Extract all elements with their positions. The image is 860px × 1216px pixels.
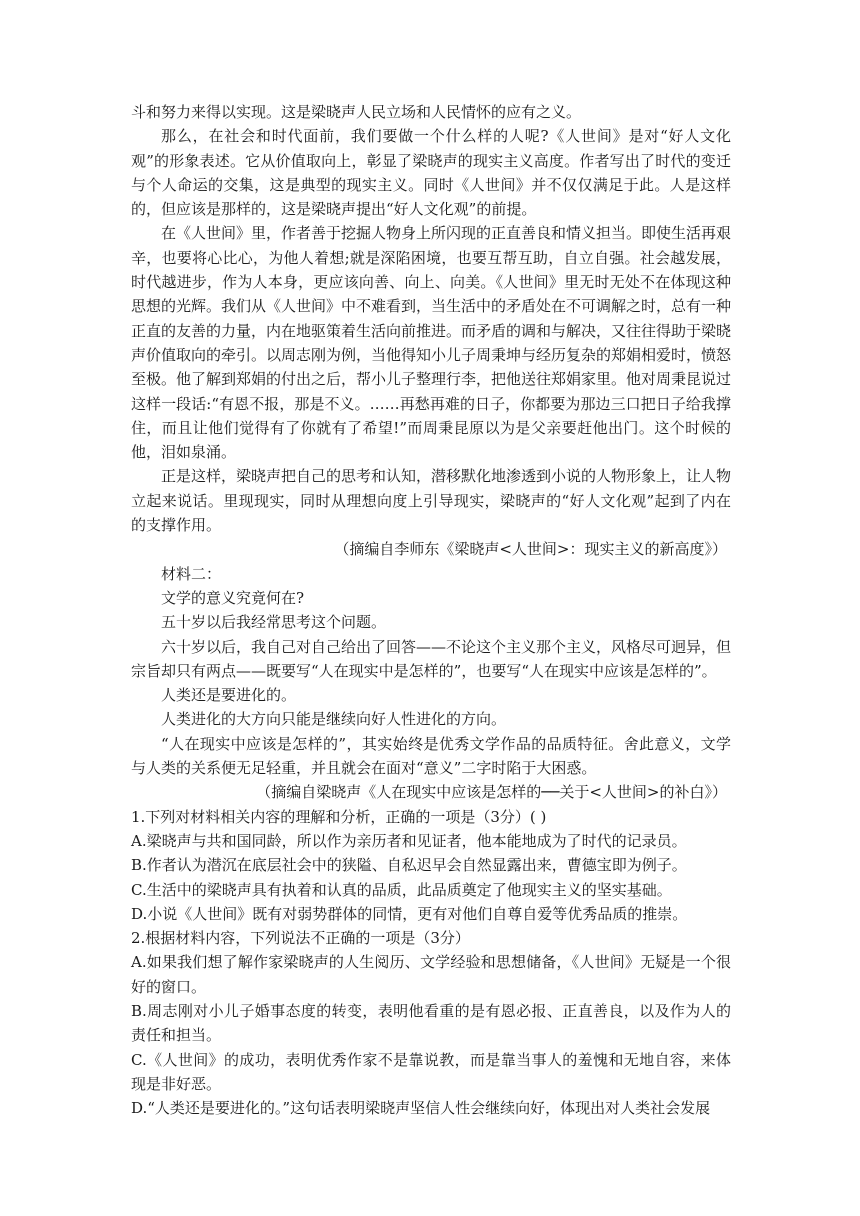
paragraph: 人类进化的大方向只能是继续向好人性进化的方向。 xyxy=(161,710,507,729)
paragraph: 在《人世间》里，作者善于挖掘人物身上所闪现的正直善良和情义担当。即使生活再艰辛，也要将心比心，为他人着想;就是深陷困境，也要互帮互助，自立自强。社会越发展，时代越进步，作为人本身，更应该向善、向上、向美。《人世间》里无时无处不在体现这种思想的光辉。我们从《人世间》中不难看到，当生活中的矛盾处在不可调解之时，总有一种正直的友善的力量，内在地驱策着生活向前推进。而矛盾的调和与解决，又往往得助于梁晓声价值取向的牵引。以周志刚为例，当他得知小儿子周秉坤与经历复杂的郑娟相爱时，愤怒至极。他了解到郑娟的付出之后，帮小儿子整理行李，把他送往郑娟家里。他对周秉昆说过这样一段话:“有恩不报，那是不义。……再愁再难的日子，你都要为那边三口把日子给我撑住，而且让他们觉得有了你就有了希望!”而周秉昆原以为是父亲要赶他出门。这个时候的他，泪如泉涌。 xyxy=(131,224,732,462)
paragraph: 五十岁以后我经常思考这个问题。 xyxy=(161,613,387,632)
answer-option: C.生活中的梁晓声具有执着和认真的品质，此品质奠定了他现实主义的坚实基础。 xyxy=(131,880,672,899)
paragraph: 六十岁以后，我自己对自己给出了回答——不论这个主义那个主义，风格尽可迥异，但宗旨却只有两点——既要写“人在现实中是怎样的”，也要写“人在现实中应该是怎样的”。 xyxy=(131,637,732,680)
source-citation: （摘编自梁晓声《人在现实中应该是怎样的──关于<人世间>的补白》） xyxy=(256,783,727,802)
answer-option: D.“人类还是要进化的。”这句话表明梁晓声坚信人性会继续向好，体现出对人类社会发展 xyxy=(131,1099,711,1118)
question-stem: 1.下列对材料相关内容的理解和分析，正确的一项是（3分）( ) xyxy=(131,807,547,826)
source-citation: （摘编自李师东《梁晓声<人世间>：现实主义的新高度》） xyxy=(334,540,727,559)
answer-option: A.如果我们想了解作家梁晓声的人生阅历、文学经验和思想储备，《人世间》无疑是一个很好的窗口。 xyxy=(131,953,731,996)
answer-option: A.梁晓声与共和国同龄，所以作为亲历者和见证者，他本能地成为了时代的记录员。 xyxy=(131,831,687,850)
answer-option: C.《人世间》的成功，表明优秀作家不是靠说教，而是靠当事人的羞愧和无地自容，来体现是非好恶。 xyxy=(131,1050,731,1093)
answer-option: B.周志刚对小儿子婚事态度的转变，表明他看重的是有恩必报、正直善良，以及作为人的责任和担当。 xyxy=(131,1001,731,1045)
question-stem: 2.根据材料内容，下列说法不正确的一项是（3分） xyxy=(131,929,470,948)
paragraph: 那么，在社会和时代面前，我们要做一个什么样的人呢?《人世间》是对“好人文化观”的形象表述。它从价值取向上，彰显了梁晓声的现实主义高度。作者写出了时代的变迁与个人命运的交集，这是典型的现实主义。同时《人世间》并不仅仅满足于此。人是这样的，但应该是那样的，这是梁晓声提出“好人文化观”的前提。 xyxy=(131,127,731,219)
paragraph: 文学的意义究竟何在? xyxy=(161,588,305,607)
document-page xyxy=(131,100,731,1120)
answer-option: B.作者认为潜沉在底层社会中的狭隘、自私迟早会自然显露出来，曹德宝即为例子。 xyxy=(131,856,687,875)
paragraph: 正是这样，梁晓声把自己的思考和认知，潜移默化地渗透到小说的人物形象上，让人物立起来说话。里现现实，同时从理想向度上引导现实，梁晓声的“好人文化观”起到了内在的支撑作用。 xyxy=(131,467,732,535)
paragraph-continuation: 斗和努力来得以实现。这是梁晓声人民立场和人民情怀的应有之义。 xyxy=(131,103,582,121)
paragraph: “人在现实中应该是怎样的”，其实始终是优秀文学作品的品质特征。舍此意义，文学与人类的关系便无足轻重，并且就会在面对“意义”二字时陷于大困惑。 xyxy=(131,734,731,778)
answer-option: D.小说《人世间》既有对弱势群体的同情，更有对他们自尊自爱等优秀品质的推崇。 xyxy=(131,904,688,923)
paragraph: 人类还是要进化的。 xyxy=(161,686,297,705)
material-heading: 材料二： xyxy=(161,564,222,583)
